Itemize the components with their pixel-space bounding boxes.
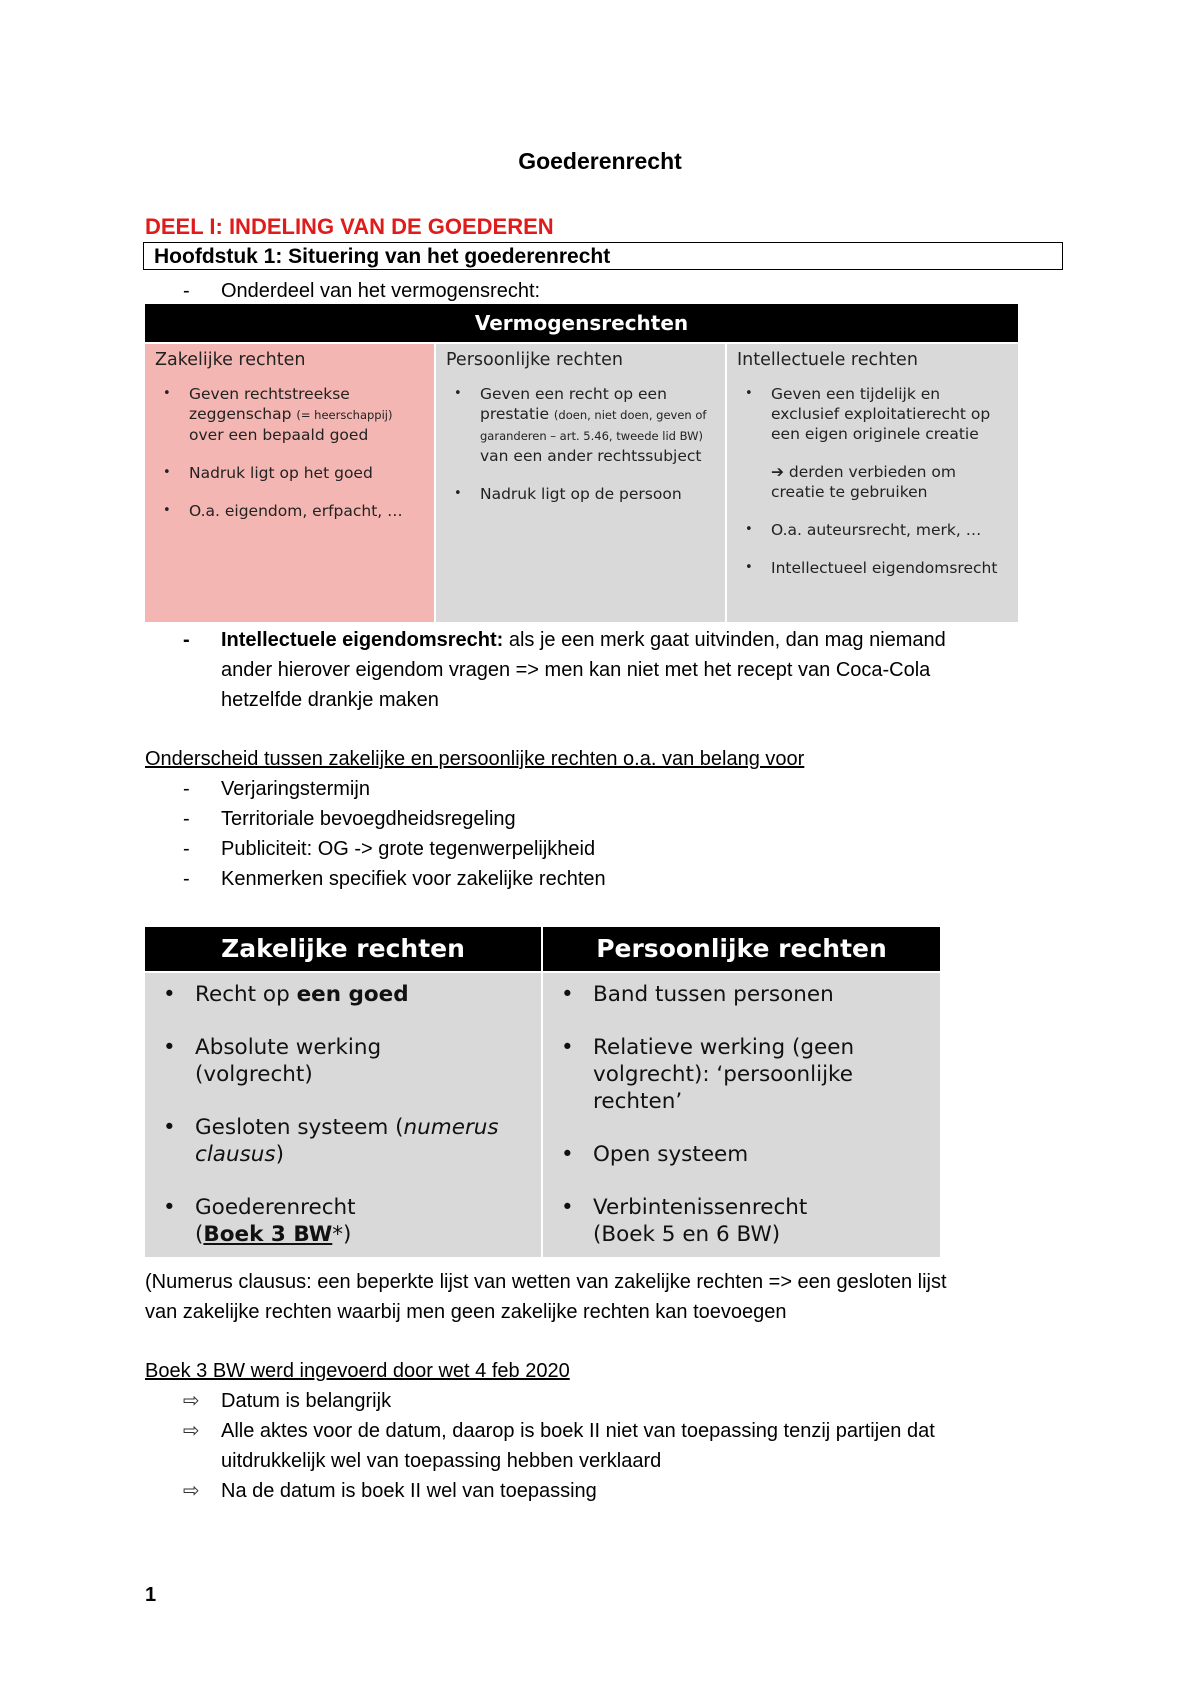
dash-marker: -: [183, 629, 190, 651]
numerus-paragraph: [145, 1267, 1065, 1327]
list-item: • Nadruk ligt op de persoon: [446, 484, 715, 504]
list-item: [183, 774, 606, 804]
text: Boek 3 BW: [203, 1222, 333, 1247]
text: numerus: [403, 1115, 499, 1140]
text: Geven rechtstreekse: [189, 385, 350, 403]
persoonlijke-rechten-list: [543, 973, 940, 1257]
ie-paragraph: [183, 625, 1063, 715]
persoonlijke-rechten-column: [436, 344, 725, 622]
list-item: [553, 1194, 930, 1248]
text: prestatie: [480, 405, 549, 423]
list-item: • Intellectueel eigendomsrecht: [737, 558, 1008, 578]
list-item: • Nadruk ligt op het goed: [155, 463, 424, 483]
list-item: [183, 864, 606, 894]
column-heading: Persoonlijke rechten: [446, 350, 623, 370]
zakelijke-rechten-list: [145, 973, 541, 1257]
list-item: [155, 1114, 531, 1168]
text: Alle aktes voor de datum, daarop is boek II niet van toepassing tenzij partijen dat: [221, 1420, 935, 1442]
zakelijke-rechten-header: Zakelijke rechten: [145, 927, 541, 971]
text: Recht op: [195, 982, 297, 1007]
comparison-figure: [145, 927, 940, 1257]
boek3-list: [183, 1386, 1063, 1506]
text: Goederenrecht: [195, 1195, 356, 1220]
text: van zakelijke rechten waarbij men geen zakelijke rechten kan toevoegen: [145, 1301, 787, 1323]
text: zeggenschap: [189, 405, 292, 423]
list-item: [446, 384, 715, 466]
onderscheid-list: [183, 774, 606, 894]
text: ander hierover eigendom vragen => men kan niet met het recept van Coca-Cola: [221, 659, 931, 681]
page-number: 1: [145, 1584, 157, 1606]
onderscheid-heading: Onderscheid tussen zakelijke en persoonlijke rechten o.a. van belang voor: [145, 748, 805, 770]
zakelijke-rechten-column: [145, 344, 434, 622]
arrow-icon: ⇨: [183, 1390, 200, 1412]
column-heading: Intellectuele rechten: [737, 350, 918, 370]
page-title: Goederenrecht: [518, 148, 682, 174]
text: volgrecht): ‘persoonlijke: [593, 1062, 853, 1087]
list-item: • Open systeem: [553, 1141, 930, 1168]
list-item: [183, 1476, 1063, 1506]
dash-marker: -: [183, 808, 190, 830]
intro-bullet: [183, 276, 540, 306]
list-item: [183, 1386, 1063, 1416]
text: Absolute werking: [195, 1035, 382, 1060]
text: een goed: [296, 982, 409, 1007]
text: als je een merk gaat uitvinden, dan mag niemand: [503, 629, 946, 651]
list-item: [155, 384, 424, 445]
chapter-heading: Hoofdstuk 1: Situering van het goederenrecht: [143, 242, 1063, 270]
arrow-icon: ⇨: [183, 1420, 200, 1442]
text: hetzelfde drankje maken: [221, 689, 439, 711]
dash-marker: -: [183, 868, 190, 890]
text: clausus: [195, 1142, 276, 1167]
ie-bold-label: Intellectuele eigendomsrecht:: [221, 629, 504, 651]
text: over een bepaald goed: [189, 426, 369, 444]
dash-marker: -: [183, 778, 190, 800]
text: Geven een recht op een: [480, 385, 667, 403]
list-item: [553, 1034, 930, 1115]
text: (: [195, 1222, 204, 1247]
text: (Boek 5 en 6 BW): [593, 1222, 781, 1247]
list-item: • O.a. auteursrecht, merk, …: [737, 520, 1008, 540]
intro-text: Onderdeel van het vermogensrecht:: [221, 280, 541, 302]
arrow-icon: ⇨: [183, 1480, 200, 1502]
list-item: [183, 804, 606, 834]
text: (= heerschappij): [296, 408, 393, 422]
text: Na de datum is boek II wel van toepassing: [221, 1480, 597, 1502]
text: ): [275, 1142, 285, 1167]
dash-marker: -: [183, 838, 190, 860]
list-item: • O.a. eigendom, erfpacht, …: [155, 501, 424, 521]
boek3-heading: Boek 3 BW werd ingevoerd door wet 4 feb 2020: [145, 1360, 570, 1382]
dash-marker: -: [183, 280, 190, 302]
text: Verjaringstermijn: [221, 778, 370, 800]
vermogensrechten-figure: [145, 304, 1018, 622]
list-item-continuation: uitdrukkelijk wel van toepassing hebben verklaard: [221, 1450, 662, 1472]
text: Relatieve werking (geen: [593, 1035, 855, 1060]
list-item: [183, 1416, 1063, 1446]
text: *): [332, 1222, 352, 1247]
text: Kenmerken specifiek voor zakelijke rechten: [221, 868, 606, 890]
column-heading: Zakelijke rechten: [155, 350, 306, 370]
text: (Numerus clausus: een beperkte lijst van wetten van zakelijke rechten => een gesloten lijst: [145, 1271, 947, 1293]
text: Gesloten systeem (: [195, 1115, 404, 1140]
list-item: [155, 981, 531, 1008]
list-item: [155, 1034, 531, 1088]
text: rechten’: [593, 1089, 683, 1114]
list-item: [155, 1194, 531, 1248]
vermogensrechten-header: Vermogensrechten: [145, 304, 1018, 342]
text: Territoriale bevoegdheidsregeling: [221, 808, 516, 830]
list-item: • Band tussen personen: [553, 981, 930, 1008]
text: (volgrecht): [195, 1062, 313, 1087]
text: Publiciteit: OG -> grote tegenwerpelijkheid: [221, 838, 596, 860]
arrow-note: ➔ derden verbieden om creatie te gebruiken: [771, 463, 956, 501]
text: (doen, niet doen, geven of garanderen – art. 5.46, tweede lid BW): [480, 408, 707, 443]
text: van een ander rechtssubject: [480, 447, 702, 465]
persoonlijke-rechten-header: Persoonlijke rechten: [543, 927, 940, 971]
intellectuele-rechten-column: [727, 344, 1018, 622]
list-item: • Geven een tijdelijk en exclusief exploitatierecht op een eigen originele creatie: [737, 384, 1008, 444]
text: Datum is belangrijk: [221, 1390, 392, 1412]
list-item: [183, 834, 606, 864]
part-heading: DEEL I: INDELING VAN DE GOEDEREN: [145, 214, 554, 239]
text: Verbintenissenrecht: [593, 1195, 808, 1220]
